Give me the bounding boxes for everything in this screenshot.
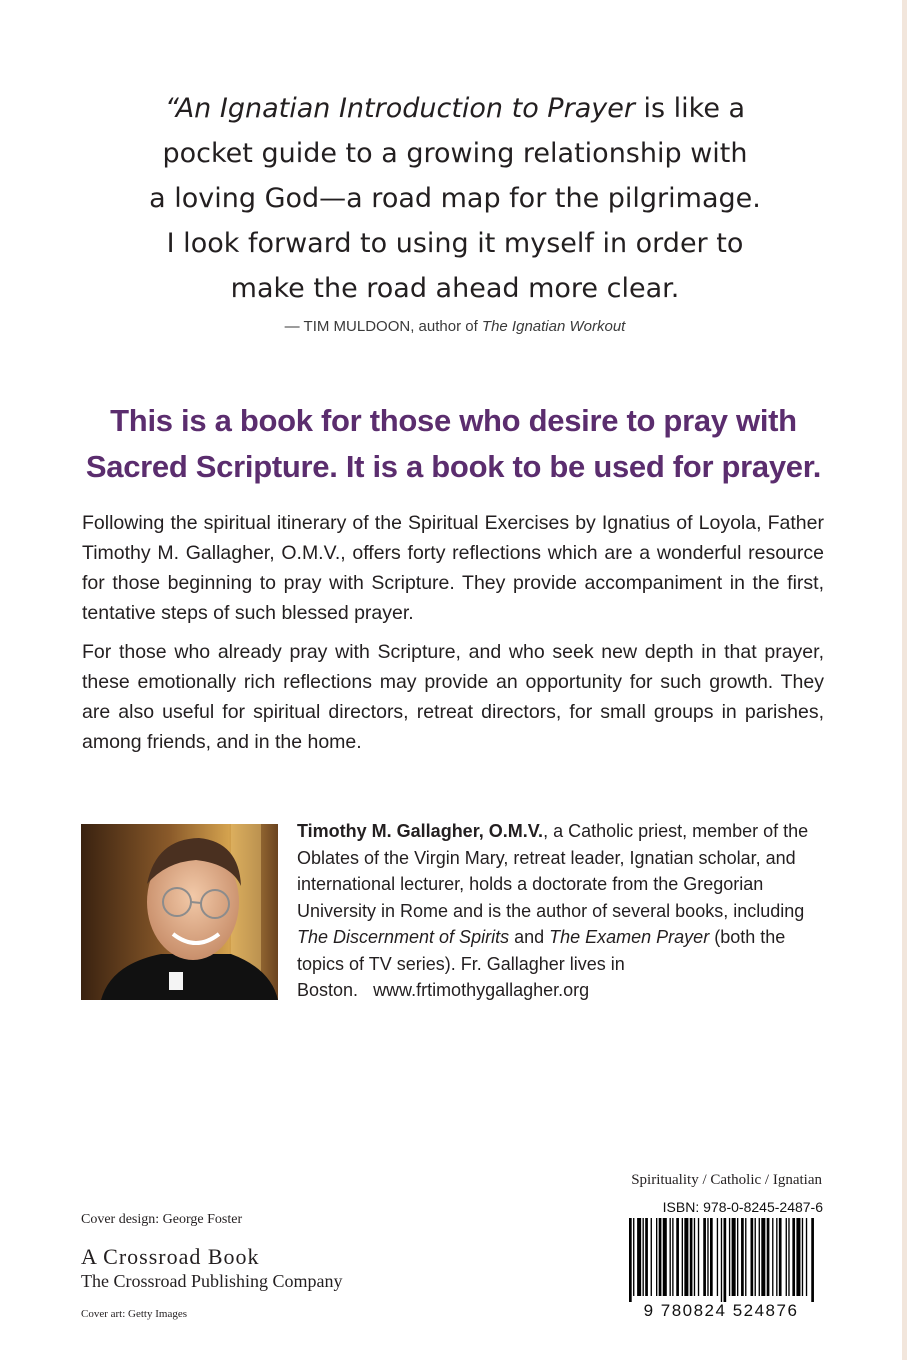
isbn-label: ISBN: 978-0-8245-2487-6 — [662, 1199, 823, 1215]
isbn-digits: 9 780824 524876 — [643, 1301, 799, 1320]
barcode-bar — [767, 1218, 770, 1296]
bio-text-3: (both the topics of TV series). Fr. Gallagher lives in Boston. — [297, 927, 786, 1000]
barcode-bar — [629, 1218, 632, 1302]
quote-book-title: An Ignatian Introduction to Prayer — [175, 93, 635, 124]
barcode-bar — [659, 1218, 662, 1296]
barcode-bar — [772, 1218, 773, 1296]
barcode-bar — [672, 1218, 673, 1296]
quote-line-3: a loving God—a road map for the pilgrimage. — [149, 183, 761, 214]
quote-line-5: make the road ahead more clear. — [230, 273, 680, 304]
barcode-bar — [721, 1218, 722, 1302]
author-name: Timothy M. Gallagher, O.M.V. — [297, 821, 544, 841]
barcode-bar — [811, 1218, 814, 1302]
bio-text-1: , a Catholic priest, member of the Oblates of the Virgin Mary, retreat leader, Ignatian scholar, and international lecturer, holds a doctorate from the Gregorian University in Rome and is the author of several books, including — [297, 821, 809, 921]
barcode-bar — [745, 1218, 746, 1296]
attribution-prefix: — TIM MULDOON, author of — [284, 318, 482, 335]
attribution-work: The Ignatian Workout — [481, 318, 626, 335]
barcode-bar — [682, 1218, 683, 1296]
tagline-line-1: This is a book for those who desire to pray with — [110, 403, 797, 438]
barcode-bar — [779, 1218, 782, 1296]
barcode-bar — [796, 1218, 800, 1296]
barcode-bar — [710, 1218, 713, 1296]
barcode-bar — [724, 1218, 727, 1302]
quote-line-1-rest: is like a — [634, 93, 746, 124]
barcode-bar — [776, 1218, 777, 1296]
barcode-bar — [698, 1218, 699, 1296]
endorsement-quote — [110, 86, 800, 311]
isbn-barcode-block — [617, 1196, 825, 1332]
barcode-bar — [633, 1218, 634, 1296]
barcode-bar — [645, 1218, 648, 1296]
author-bio — [297, 818, 825, 1004]
barcode-bar — [690, 1218, 693, 1296]
barcode-bar — [676, 1218, 679, 1296]
barcode-bar — [656, 1218, 657, 1296]
barcode-icon — [621, 1218, 821, 1302]
author-portrait-illustration — [81, 824, 278, 1000]
author-photo — [81, 824, 278, 1000]
tagline-line-2: Sacred Scripture. It is a book to be used for prayer. — [85, 449, 822, 484]
barcode-bar — [802, 1218, 803, 1296]
barcode-bar — [806, 1218, 807, 1296]
barcode-bar — [788, 1218, 789, 1296]
barcode-bar — [663, 1218, 667, 1296]
barcode-bar — [637, 1218, 641, 1296]
barcode-bar — [703, 1218, 706, 1296]
bio-text-2: and — [509, 927, 550, 947]
author-website: www.frtimothygallagher.org — [373, 980, 590, 1000]
barcode-bar — [755, 1218, 756, 1296]
cover-edge — [902, 0, 907, 1360]
publisher-name: The Crossroad Publishing Company — [81, 1271, 343, 1291]
tagline — [60, 398, 847, 490]
barcode-bar — [751, 1218, 754, 1296]
category-label: Spirituality / Catholic / Ignatian — [631, 1172, 822, 1188]
barcode-bar — [761, 1218, 765, 1296]
quote-open-mark: “ — [164, 93, 176, 124]
barcode-bar — [786, 1218, 787, 1296]
barcode-bar — [759, 1218, 760, 1296]
barcode-bar — [729, 1218, 730, 1296]
bio-book-2: The Examen Prayer — [549, 927, 710, 947]
barcode-bar — [684, 1218, 688, 1296]
quote-line-1 — [110, 86, 800, 131]
bio-book-1: The Discernment of Spirits — [297, 927, 510, 947]
barcode-bar — [694, 1218, 695, 1296]
quote-line-2: pocket guide to a growing relationship with — [162, 138, 748, 169]
barcode-bar — [732, 1218, 736, 1296]
barcode-bar — [670, 1218, 671, 1296]
barcode-bar — [643, 1218, 644, 1296]
barcode-bar — [651, 1218, 652, 1296]
cover-art-credit: Cover art: Getty Images — [81, 1308, 187, 1320]
barcode-bar — [741, 1218, 744, 1296]
publisher-imprint: A Crossroad Book — [81, 1244, 260, 1269]
quote-line-4: I look forward to using it myself in order to — [166, 228, 744, 259]
description-paragraph-1: Following the spiritual itinerary of the Spiritual Exercises by Ignatius of Loyola, Father Timothy M. Gallagher, O.M.V., offers forty reflections which are a wonderful resource for those beginning to pray with Scripture. They provide accompaniment in the first, tentative steps of such blessed prayer. — [82, 512, 824, 624]
barcode-bar — [792, 1218, 795, 1296]
cover-design-credit: Cover design: George Foster — [81, 1212, 243, 1227]
barcode-bar — [717, 1218, 718, 1296]
book-description — [82, 508, 824, 766]
quote-attribution — [110, 318, 800, 335]
description-paragraph-2: For those who already pray with Scripture, and who seek new depth in that prayer, these emotionally rich reflections may provide an opportunity for such growth. They are also useful for spiritual directors, retreat directors, for small groups in parishes, among friends, and in the home. — [82, 641, 824, 753]
barcode-bar — [737, 1218, 738, 1296]
barcode-bar — [707, 1218, 708, 1296]
